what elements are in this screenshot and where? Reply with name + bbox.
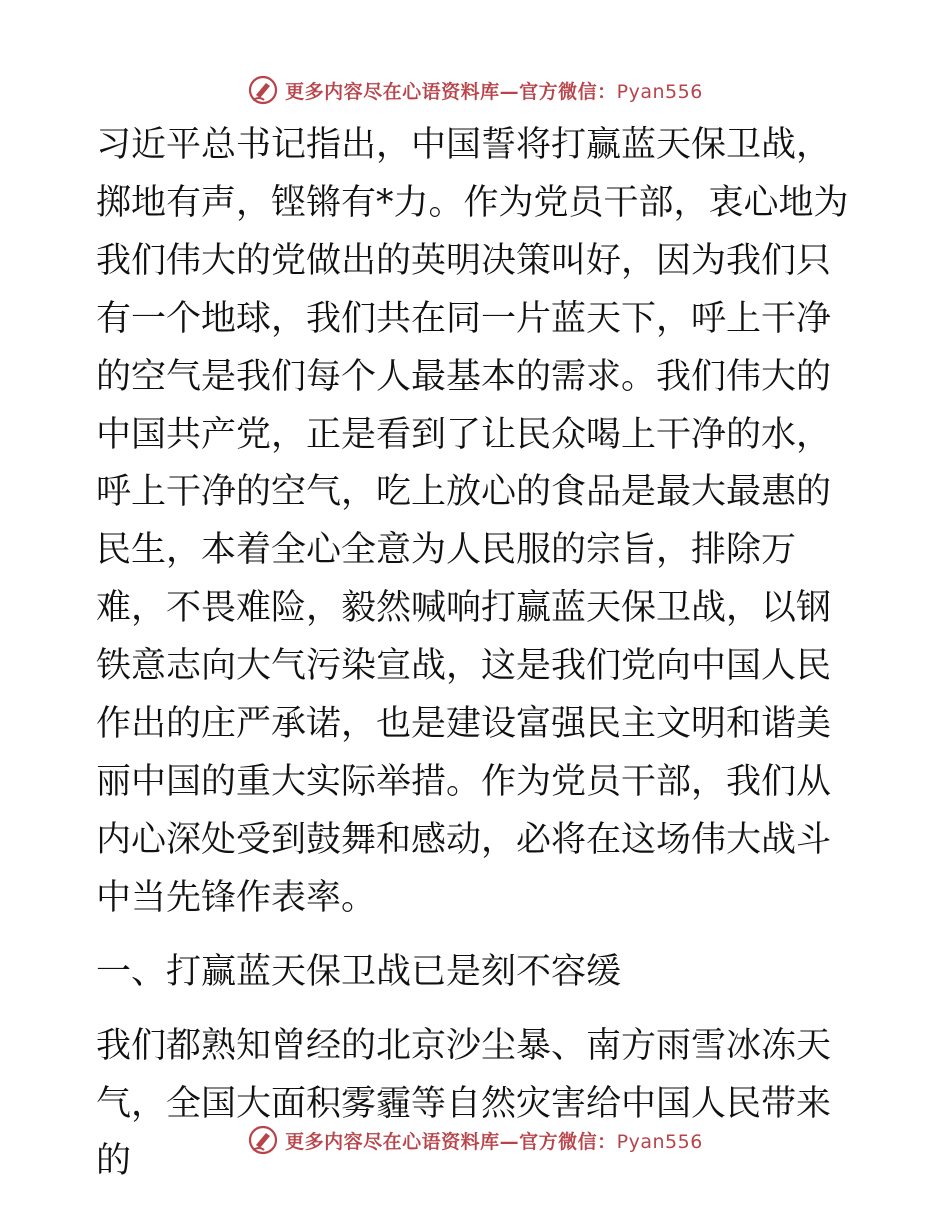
footer-banner-text — [285, 1127, 703, 1154]
footer-banner — [0, 1120, 950, 1160]
footer-banner-label: 更多内容尽在心语资料库—官方微信： — [285, 1130, 617, 1153]
header-banner-text — [285, 77, 703, 104]
body-paragraph-1: 习近平总书记指出，中国誓将打赢蓝天保卫战，掷地有声，铿锵有*力。作为党员干部，衷心地为我们伟大的党做出的英明决策叫好，因为我们只有一个地球，我们共在同一片蓝天下，呼上干净的空气是我们每个人最基本的需求。我们伟大的中国共产党，正是看到了让民众喝上干净的水，呼上干净的空气，吃上放心的食品是最大最惠的民生，本着全心全意为人民服的宗旨，排除万难，不畏难险，毅然喊响打赢蓝天保卫战，以钢铁意志向大气污染宣战，这是我们党向中国人民作出的庄严承诺，也是建设富强民主文明和谐美丽中国的重大实际举措。作为党员干部，我们从内心深处受到鼓舞和感动，必将在这场伟大战斗中当先锋作表率。 — [96, 125, 849, 918]
seal-logo-icon — [247, 74, 279, 106]
header-banner — [0, 70, 950, 110]
header-wechat-id: Pyan556 — [616, 80, 703, 103]
header-banner-label: 更多内容尽在心语资料库—官方微信： — [285, 80, 617, 103]
footer-wechat-id: Pyan556 — [616, 1130, 703, 1153]
document-body — [96, 117, 858, 1191]
seal-logo-icon — [247, 1124, 279, 1156]
body-paragraph-2: 我们都熟知曾经的北京沙尘暴、南方雨雪冰冻天气，全国大面积雾霾等自然灾害给中国人民带来的 — [96, 1025, 832, 1182]
section-heading: 一、打赢蓝天保卫战已是刻不容缓 — [96, 951, 622, 992]
